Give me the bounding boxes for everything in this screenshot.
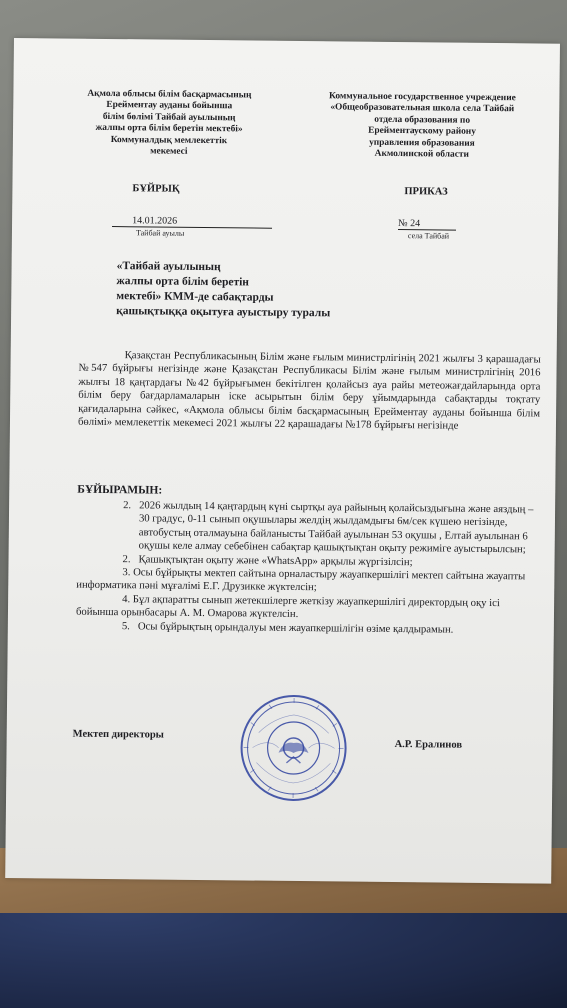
header-right [303,91,542,162]
order-items [76,499,539,638]
item-text: Қашықтықтан оқыту және «WhatsApp» арқылы жүргізілсін; [138,552,413,568]
header-left-line: Коммуналдық мемлекеттік [110,134,228,146]
order-heading: БҰЙЫРАМЫН: [77,483,163,497]
title-line: қашықтыққа оқытуға ауыстыру туралы [116,305,331,320]
header-right-line: отдела образования по [374,114,471,126]
list-item [77,499,540,557]
header-right-line: Ерейментаускому району [368,125,476,138]
preamble-paragraph: Қазақстан Республикасының Білім және ғылым министрлігінің 2021 жылғы 3 қарашадағы №547 бұйрығы негізінде және Қазақстан Республикасы Білім және ғылым министрлігінің 2016 жылғы 18 қаңтардағы №42 бұйрығымен бекітілген қолайсыз ауа райы метеожағдайларында орта білім беру бағдарламаларын іске асырытын білім беру ұйымдарында сабақтарды тоқтату қағидаларына сәйкес, «Ақмола облысы білім басқармасының Ерейментау ауданы бойынша білім бөлімі» мемлекеттік мекемесі 2021 жылғы 22 қарашадағы №178 бұйрығы негізінде [77,349,541,432]
title-line: «Тайбай ауылының [116,260,221,274]
header-right-line: Коммунальное государственное учреждение [328,91,516,104]
header-left-line: Ерейментау ауданы бойынша [106,100,233,112]
header-left [69,89,270,160]
preamble [78,349,541,434]
signature-role: Мектеп директоры [72,728,164,741]
header-left-line: жалпы орта білім беретін мектебі» [95,123,243,135]
header-left-line: білім бөлімі Тайбай ауылының [102,111,236,124]
item-text: Осы бұйрықты мектеп сайтына орналастыру жауапкершілігі мектеп сайтына жауапты информатика пәні мұғалімі Е.Г. Друзикке жүктелсін; [76,566,526,594]
official-seal-stamp [238,692,349,803]
item-number: 3. [122,566,131,579]
item-number: 5. [121,619,130,632]
item-number: 2. [122,552,131,565]
doc-kind-russian: ПРИКАЗ [404,186,448,198]
document-page [5,38,560,884]
order-date: 14.01.2026 [112,215,272,229]
item-text: Осы бұйрықтың орындалуы мен жауапкершілігін өзіме қалдырамын. [137,619,454,636]
title-line: мектебі» КММ-де сабақтарды [116,290,274,304]
doc-kind-kazakh: БҰЙРЫҚ [132,183,180,195]
header-left-line: мекемесі [150,146,188,157]
item-text: 2026 жылдың 14 қаңтардың күні сыртқы ауа райының қолайсыздығына және аяздың – 30 градус, 0-11 сынып оқушылары желдің жылдамдығы 6м/сек күшею негізінде, автобустың оталмауына байланысты Тайбай ауылынан 53 оқушы , Елтай ауылынан 6 оқушы келе алмау себебінен сабақтар қашықтықтан оқыту режиміге ауыстырылсын; [138,499,534,556]
order-number: № 24 [398,218,456,231]
place-russian: села Тайбай [407,231,450,241]
header-right-line: «Общеобразовательная школа села Тайбай [330,102,515,115]
signature-name: А.Р. Ералинов [394,739,463,751]
header-right-line: управления образования [369,137,475,149]
header-right-line: Акмолинской области [374,148,469,160]
order-title [116,259,377,322]
item-number: 4. [122,593,131,606]
date-field [112,215,272,229]
title-line: жалпы орта білім беретін [116,275,250,289]
number-field [398,218,456,231]
background-fabric [0,913,567,1008]
place-kazakh: Тайбай ауылы [135,228,185,238]
item-text: Бұл ақпаратты сынып жетекшілерге жеткізу жауапкершілігі директордың оқу ісі бойынша орынбасары А. М. Омарова жүктелсін. [75,593,500,621]
header-left-line: Ақмола облысы білім басқармасының [87,88,252,101]
item-number: 2. [123,499,132,512]
